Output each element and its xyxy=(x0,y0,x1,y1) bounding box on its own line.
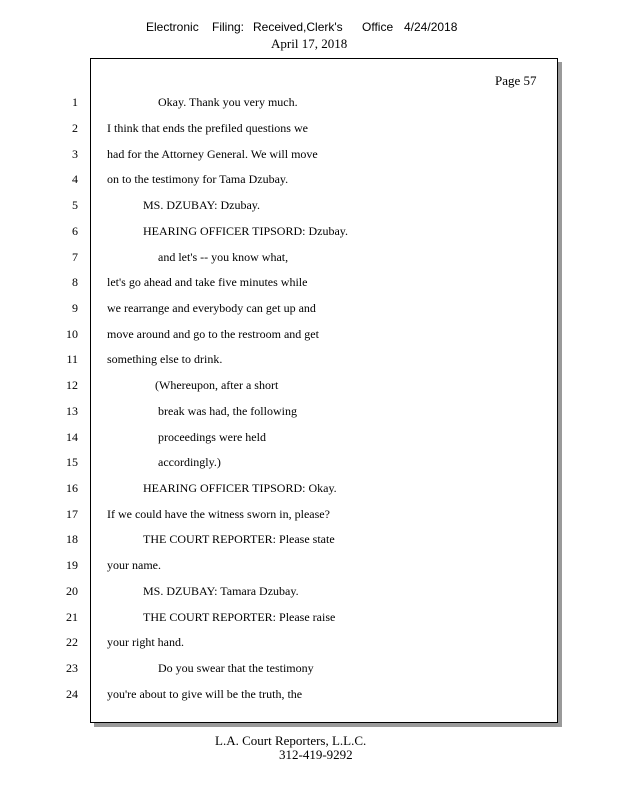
transcript-line: Okay. Thank you very much. xyxy=(158,95,298,109)
page-number: Page 57 xyxy=(495,73,537,88)
line-number: 20 xyxy=(66,584,78,598)
transcript-line: we rearrange and everybody can get up and xyxy=(107,301,316,315)
line-number: 23 xyxy=(66,661,78,675)
transcript-line: let's go ahead and take five minutes while xyxy=(107,275,308,289)
transcript-line: accordingly.) xyxy=(158,455,221,469)
line-number: 22 xyxy=(66,635,78,649)
transcript-line: break was had, the following xyxy=(158,404,297,418)
line-number: 8 xyxy=(72,275,78,289)
line-number: 21 xyxy=(66,610,78,624)
line-number: 5 xyxy=(72,198,78,212)
reporter-phone: 312-419-9292 xyxy=(279,747,353,762)
transcript-line: proceedings were held xyxy=(158,430,266,444)
stamp-date: 4/24/2018 xyxy=(404,20,458,34)
transcript-line: (Whereupon, after a short xyxy=(155,378,279,392)
reporter-company: L.A. Court Reporters, L.L.C. xyxy=(215,733,367,748)
line-number: 3 xyxy=(72,147,78,161)
line-number: 7 xyxy=(72,250,78,264)
transcript-line: HEARING OFFICER TIPSORD: Okay. xyxy=(143,481,337,495)
line-number: 19 xyxy=(66,558,78,572)
transcript-line: THE COURT REPORTER: Please state xyxy=(143,532,335,546)
transcript-line: I think that ends the prefiled questions we xyxy=(107,121,308,135)
line-number: 14 xyxy=(66,430,78,444)
transcript-line: Do you swear that the testimony xyxy=(158,661,314,675)
line-number: 2 xyxy=(72,121,78,135)
line-number: 16 xyxy=(66,481,78,495)
transcript-line: HEARING OFFICER TIPSORD: Dzubay. xyxy=(143,224,349,238)
line-number: 10 xyxy=(66,327,78,341)
stamp-office: Office xyxy=(362,20,394,34)
line-number: 12 xyxy=(66,378,78,392)
transcript-line: THE COURT REPORTER: Please raise xyxy=(143,610,336,624)
line-number: 15 xyxy=(66,455,78,469)
line-number: 13 xyxy=(66,404,78,418)
line-number: 4 xyxy=(72,172,78,186)
line-number: 18 xyxy=(66,532,78,546)
line-number: 17 xyxy=(66,507,78,521)
line-number: 6 xyxy=(72,224,78,238)
hearing-date: April 17, 2018 xyxy=(271,36,348,51)
line-number: 9 xyxy=(72,301,78,315)
stamp-electronic: Electronic xyxy=(146,20,199,34)
stamp-received: Received,Clerk's xyxy=(253,20,343,34)
transcript-line: had for the Attorney General. We will move xyxy=(107,147,318,161)
transcript-line: you're about to give will be the truth, the xyxy=(107,687,303,701)
transcript-line: and let's -- you know what, xyxy=(158,250,289,264)
transcript-line: MS. DZUBAY: Dzubay. xyxy=(143,198,261,212)
transcript-line: your right hand. xyxy=(107,635,184,649)
line-number: 11 xyxy=(66,352,78,366)
stamp-filing: Filing: xyxy=(212,20,245,34)
transcript-line: something else to drink. xyxy=(107,352,223,366)
line-number: 1 xyxy=(72,95,78,109)
transcript-line: If we could have the witness sworn in, please? xyxy=(107,507,330,521)
transcript-line: move around and go to the restroom and get xyxy=(107,327,319,341)
transcript-line: your name. xyxy=(107,558,161,572)
transcript-line: on to the testimony for Tama Dzubay. xyxy=(107,172,289,186)
filing-stamp xyxy=(0,20,618,36)
transcript-line: MS. DZUBAY: Tamara Dzubay. xyxy=(143,584,299,598)
line-number: 24 xyxy=(66,687,78,701)
